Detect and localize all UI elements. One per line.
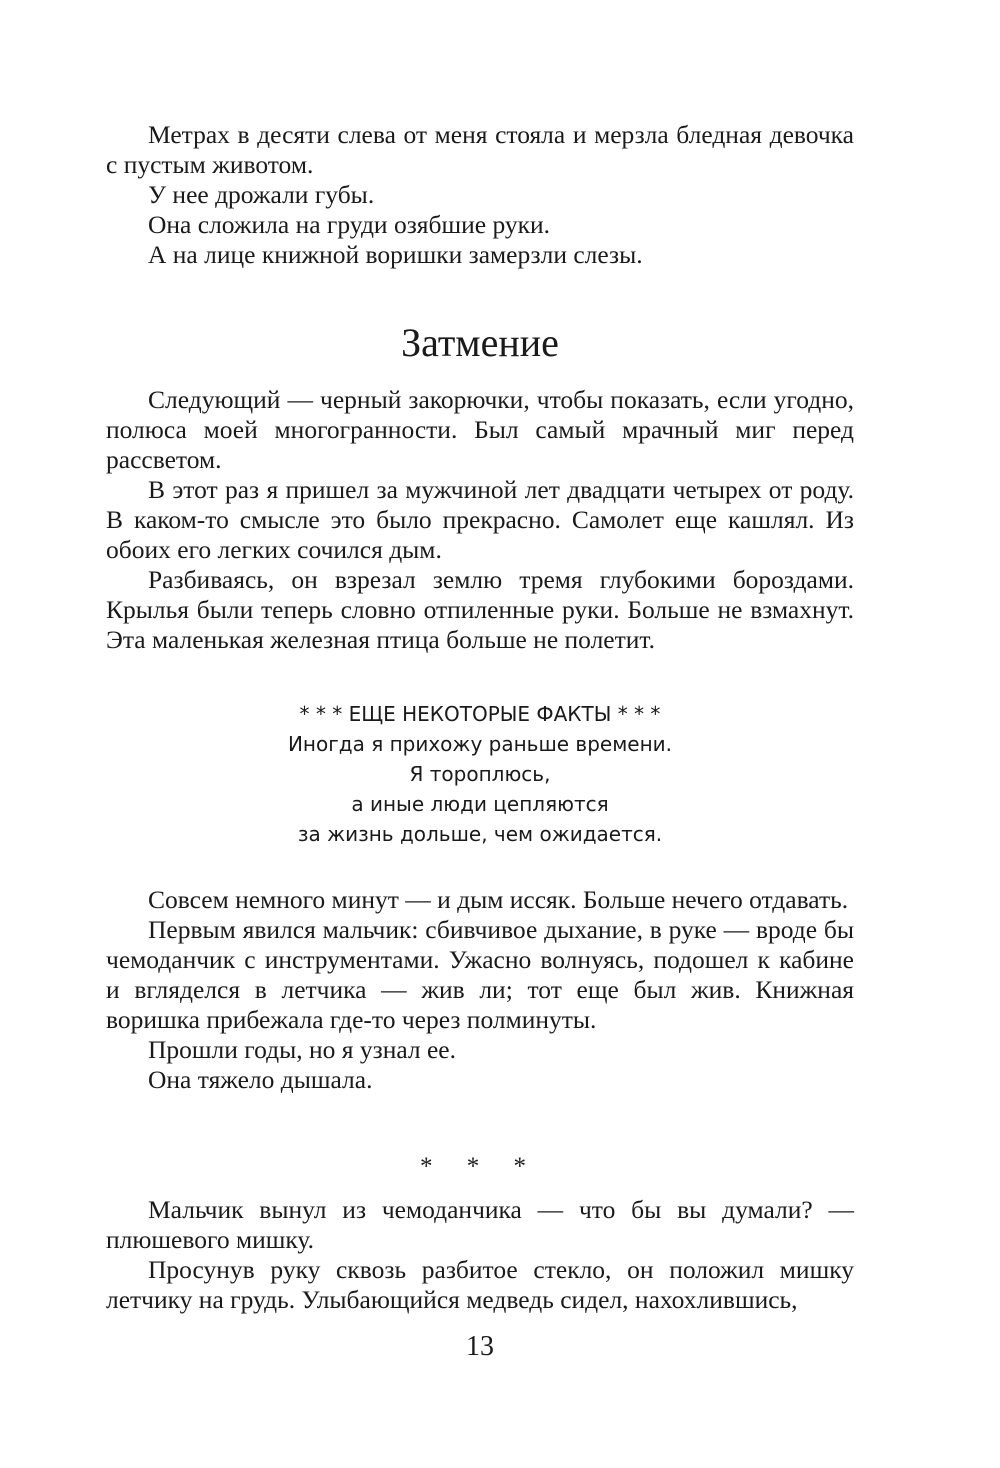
facts-line: за жизнь дольше, чем ожидается.: [297, 822, 663, 846]
section-separator: * * *: [420, 1153, 540, 1180]
facts-title: * * * ЕЩЕ НЕКОТОРЫЕ ФАКТЫ * * *: [299, 702, 661, 726]
facts-line: а иные люди цепляются: [351, 792, 609, 816]
paragraph: Следующий — черный закорючки, чтобы показать, если угодно, полюса моей многогранности. Был самый мрачный миг перед рассветом.: [106, 385, 854, 474]
paragraph: Прошли годы, но я узнал ее.: [148, 1035, 456, 1064]
paragraph-block-1: [106, 120, 854, 270]
paragraph: В этот раз я пришел за мужчиной лет двадцати четырех от роду. В каком-то смысле это было прекрасно. Самолет еще кашлял. Из обоих его легких сочился дым.: [106, 475, 854, 564]
facts-line: Иногда я прихожу раньше времени.: [287, 732, 673, 756]
paragraph-block-3: [106, 885, 854, 1095]
paragraph: А на лице книжной воришки замерзли слезы.: [148, 240, 643, 269]
paragraph: Просунув руку сквозь разбитое стекло, он положил мишку летчику на грудь. Улыбающийся медведь сидел, нахохлившись,: [106, 1255, 854, 1314]
facts-box: [106, 699, 854, 849]
page-number: 13: [466, 1331, 494, 1362]
paragraph: У нее дрожали губы.: [148, 180, 375, 209]
paragraph-block-2: [106, 385, 854, 655]
paragraph: Она сложила на груди озябшие руки.: [148, 210, 551, 239]
paragraph: Совсем немного минут — и дым иссяк. Больше нечего отдавать.: [148, 885, 849, 914]
paragraph: Мальчик вынул из чемоданчика — что бы вы думали? — плюшевого мишку.: [106, 1195, 854, 1254]
paragraph: Разбиваясь, он взрезал землю тремя глубокими бороздами. Крылья были теперь словно отпиленные руки. Больше не взмахнут. Эта маленькая железная птица больше не полетит.: [106, 565, 854, 654]
paragraph: Она тяжело дышала.: [148, 1065, 373, 1094]
paragraph: Первым явился мальчик: сбивчивое дыхание, в руке — вроде бы чемоданчик с инструментами. Ужасно волнуясь, подошел к кабине и вгляделся в летчика — жив ли; тот еще был жив. Книжная воришка прибежала где-то через полминуты.: [106, 915, 854, 1034]
paragraph-block-4: [106, 1195, 854, 1315]
facts-line: Я тороплюсь,: [409, 762, 551, 786]
paragraph: Метрах в десяти слева от меня стояла и мерзла бледная девочка с пустым животом.: [106, 120, 854, 179]
chapter-heading: Затмение: [401, 320, 559, 365]
